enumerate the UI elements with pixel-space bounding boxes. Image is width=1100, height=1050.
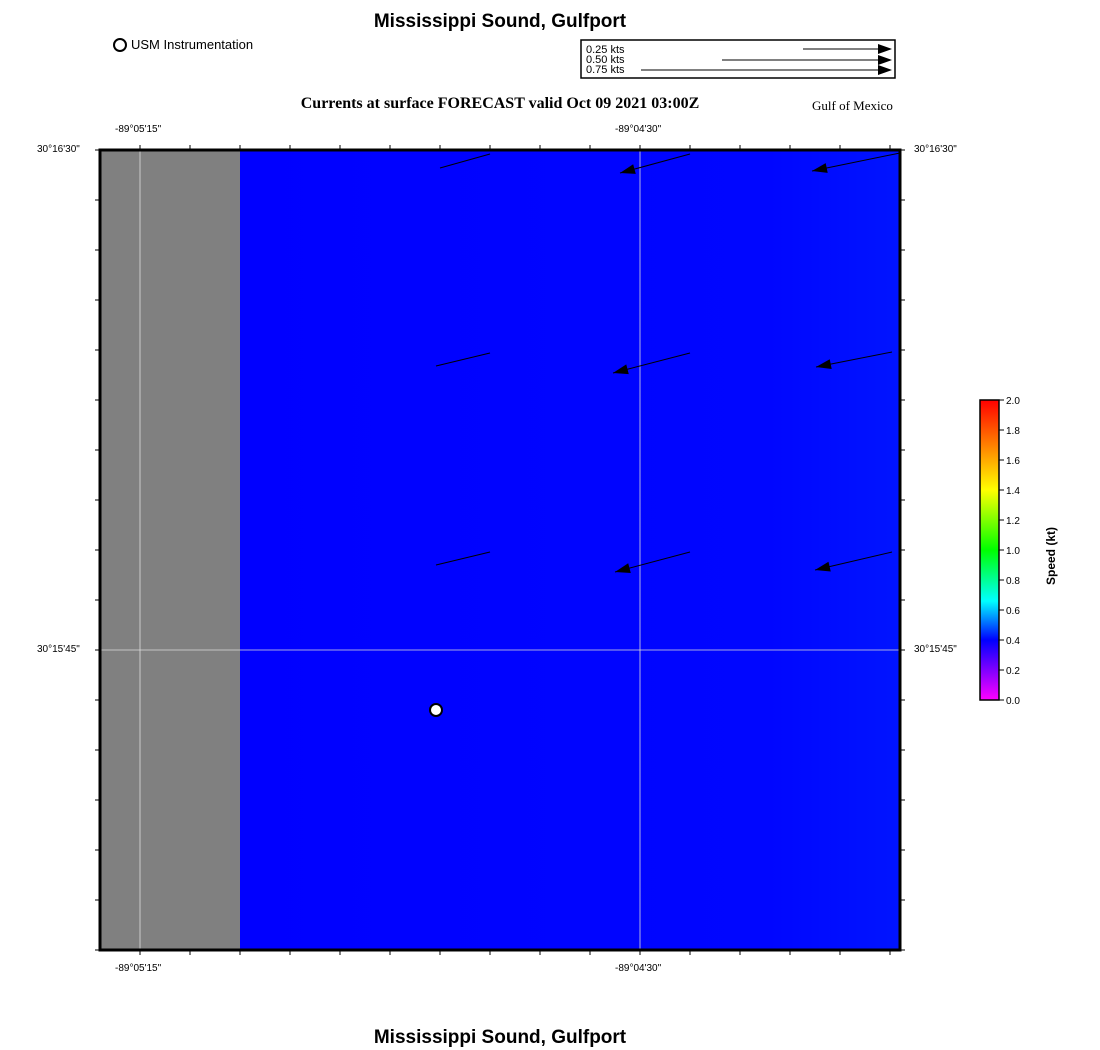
- lon-tick-bottom-1: -89°05'15": [115, 963, 162, 974]
- colorbar-tick-label: 1.8: [1006, 426, 1020, 437]
- lon-tick-top-1: -89°05'15": [115, 124, 162, 135]
- colorbar-tick-label: 1.2: [1006, 516, 1020, 527]
- colorbar-tick-label: 0.2: [1006, 666, 1020, 677]
- lat-tick-left-1: 30°16'30": [37, 144, 80, 155]
- vector-scale-label-3: 0.75 kts: [586, 64, 625, 76]
- colorbar-tick-label: 1.4: [1006, 486, 1020, 497]
- land-area: [100, 150, 240, 950]
- colorbar-tick-label: 0.6: [1006, 606, 1020, 617]
- colorbar-tick-label: 1.6: [1006, 456, 1020, 467]
- lon-tick-bottom-2: -89°04'30": [615, 963, 662, 974]
- vector-scale-legend: [580, 39, 896, 80]
- region-label: Gulf of Mexico: [812, 98, 893, 113]
- vector-scale-label-1: 0.25 kts: [586, 44, 625, 56]
- map-title: Mississippi Sound, Gulfport: [373, 11, 627, 32]
- colorbar-tick-label: 0.8: [1006, 576, 1020, 587]
- forecast-subtitle: Currents at surface FORECAST valid Oct 09 2021 03:00Z: [300, 95, 700, 112]
- colorbar-gradient: [980, 400, 999, 700]
- colorbar-ticks: [999, 396, 1020, 707]
- colorbar-tick-label: 0.4: [1006, 636, 1020, 647]
- open-circle-icon: [113, 38, 127, 52]
- colorbar-tick-label: 0.0: [1006, 696, 1020, 707]
- vector-scale-box: [581, 40, 895, 78]
- lat-tick-right-2: 30°15'45": [914, 644, 957, 655]
- vector-scale-label-2: 0.50 kts: [586, 54, 625, 66]
- speed-colorbar: [960, 392, 1040, 708]
- colorbar-tick-label: 2.0: [1006, 396, 1020, 407]
- station-legend-label: USM Instrumentation: [131, 37, 254, 52]
- colorbar-tick-label: 1.0: [1006, 546, 1020, 557]
- lat-tick-right-1: 30°16'30": [914, 144, 957, 155]
- station-legend: [113, 37, 253, 52]
- water-area: [240, 150, 900, 950]
- colorbar-label: Speed (kt): [1044, 526, 1058, 585]
- map-panel: [95, 145, 907, 957]
- map-footer-title: Mississippi Sound, Gulfport: [373, 1027, 627, 1048]
- lat-tick-left-2: 30°15'45": [37, 644, 80, 655]
- lon-tick-top-2: -89°04'30": [615, 124, 662, 135]
- usm-station-marker[interactable]: [430, 704, 442, 716]
